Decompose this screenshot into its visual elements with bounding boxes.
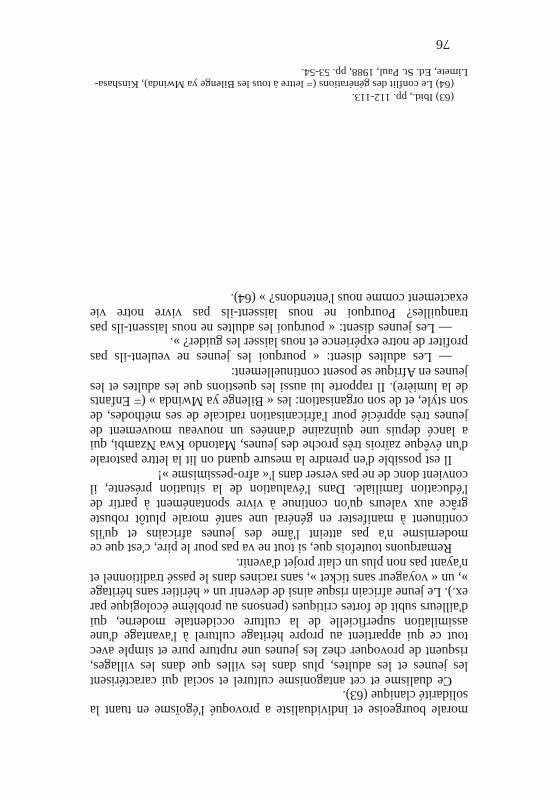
body-text [90,291,468,717]
paragraph-mesure: Il est possible d'en prendre la mesure quand on lit la lettre pastorale d'un évêque zaïrois très proche des jeunes, Matondo Kwa Nzambi, qui a lancé depuis une quinzaine d'années un nouveau mouvement de jeunes très apprécié pour l'africanisation radicale de ses méthodes, de son style, et de son organisation: les « Bilenge ya Mwinda » (= Enfants de la lumière). Il rapporte lui aussi les questions que les adultes et les jeunes en Afrique se posent continuellement: [90,364,468,469]
paragraph-jeunes-disent: — Les jeunes disent: « pourquoi les adultes ne nous laissent-ils pas tranquilles? Pourquoi ne nous laissent-ils pas vivre notre vie exactement comme nous l'entendons? » (64). [90,291,468,336]
paragraph-adultes-disent: — Les adultes disent: « pourquoi les jeunes ne veulent-ils pas profiter de notre expérience et nous laisser les guider? ». [90,335,468,366]
footnote-64: (64) Le conflit des générations (= lettre à tous les Bilenge ya Mwinda), Kinshasa-Limete, Ed. St. Paul, 1988, pp. 53-54. [94,65,468,91]
paragraph-remarquons: Remarquons toutefois que, si tout ne va pas pour le pire, c'est que ce modernisme n'a pas atteint l'âme des jeunes africains et qu'ils continuent à manifester en général une santé morale plutôt robuste grâce aux valeurs qu'on continue à vivre spontanément à partir de l'éducation familiale. Dans l'évaluation de la situation présente, il convient donc de ne pas verser dans l'« afro-pessimisme »! [90,467,468,557]
footnote-63: (63) Ibid., pp. 112-113. [351,91,454,103]
paragraph-dualisme: Ce dualisme et cet antagonisme culturel et social qui caractérisent les jeunes et les adultes, plus dans les villes que dans les villages, risquent de provoquer chez les jeunes une rupture pure et simple avec tout ce qui appartient au propre héritage culturel à l'avantage d'une assimilation superficielle de la culture occidentale moderne, qui d'ailleurs subit de fortes critiques (pensons au problème écologique par ex.). Le jeune africain risque ainsi de devenir un « héritier sans héritage », un « voyageur sans ticket », sans racines dans le passé traditionnel et n'ayant pas non plus un clair projet d'avenir. [90,555,468,689]
footnotes [90,65,468,103]
page-number: 76 [436,36,450,51]
paragraph-continuation: morale bourgeoise et individualiste a provoqué l'égoïsme en tuant la solidarité clanique (63). [90,688,468,718]
